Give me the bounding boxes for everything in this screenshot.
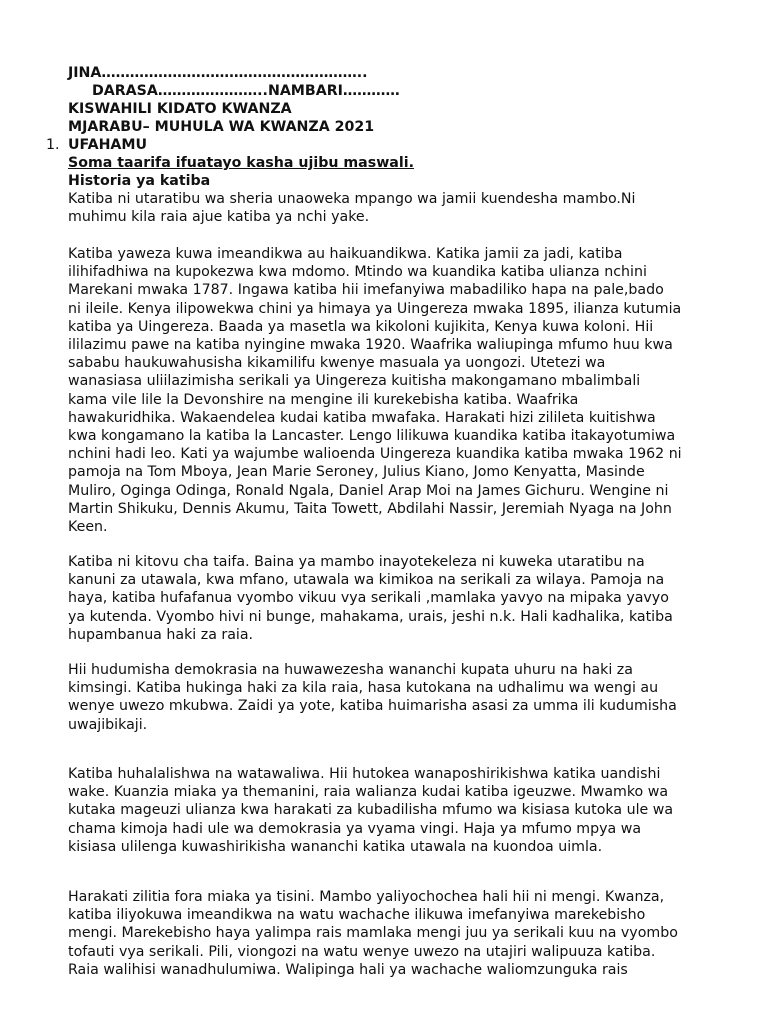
text-line: uwajibikaji. [68, 716, 148, 733]
text-line: wenye uwezo mkubwa. Zaidi ya yote, katiba huimarisha asasi za umma ili kudumisha [68, 698, 677, 715]
text-line: Katiba huhalalishwa na watawaliwa. Hii hutokea wanaposhirikishwa katika uandishi [68, 766, 661, 782]
text-line: Martin Shikuku, Dennis Akumu, Taita Towett, Abdilahi Nassir, Jeremiah Nyaga na John [68, 500, 672, 517]
text-line: chama kimoja hadi ule wa demokrasia ya vyama vingi. Haja ya mfumo mpya wa [68, 820, 642, 837]
paragraph-1 [68, 190, 728, 226]
text-line: pamoja na Tom Mboya, Jean Marie Seroney, Julius Kiano, Jomo Kenyatta, Masinde [68, 464, 645, 481]
text-line: hupambanua haki za raia. [68, 626, 254, 643]
text-line: nchini hadi leo. Kati ya wajumbe walioenda Uingereza kuandika katiba mwaka 1962 ni [68, 446, 682, 463]
text-line: sababu haukuwahusisha kikamilifu kwenye masuala ya uongozi. Utetezi wa [68, 355, 606, 372]
text-line: kama vile lile la Devonshire na mengine ili kurekebisha katiba. Waafrika [68, 391, 579, 408]
paragraph-3 [68, 553, 728, 644]
paragraph-5 [68, 765, 728, 856]
passage-title: Historia ya katiba [68, 173, 211, 189]
text-line: tofauti vya serikali. Pili, viongozi na watu wenye uwezo na utajiri walipuuza katiba. [68, 943, 656, 960]
text-line: Marekani mwaka 1787. Ingawa katiba hii imefanyiwa mabadiliko hapa na pale,bado [68, 282, 664, 299]
text-line: kanuni za utawala, kwa mfano, utawala wa kimikoa na serikali za wilaya. Pamoja na [68, 572, 665, 589]
text-line: Hii hudumisha demokrasia na huwawezesha wananchi kupata uhuru na haki za [68, 662, 633, 678]
text-line: kwa kongamano la katiba la Lancaster. Lengo lilikuwa kuandika katiba itakayotumiwa [68, 428, 676, 445]
text-line: mengi. Marekebisho haya yalimpa rais mamlaka mengi juu ya serikali kuu na vyombo [68, 925, 678, 942]
text-line: ni ileile. Kenya ilipowekwa chini ya himaya ya Uingereza mwaka 1895, ilianza kutumia [68, 300, 682, 317]
text-line: Muliro, Oginga Odinga, Ronald Ngala, Daniel Arap Moi na James Gichuru. Wengine ni [68, 482, 669, 499]
text-line: ililazimu pawe na katiba nyingine mwaka 1920. Waafrika waliupinga mfumo huu kwa [68, 337, 673, 354]
exam-heading: MJARABU– MUHULA WA KWANZA 2021 [68, 119, 375, 135]
text-line: wake. Kuanzia miaka ya themanini, raia walianza kudai katiba igeuzwe. Mwamko wa [68, 784, 669, 801]
text-line: haya, katiba hufafanua vyombo vikuu vya serikali ,mamlaka yavyo na mipaka yavyo [68, 590, 669, 607]
text-line: Keen. [68, 519, 108, 536]
class-number-field-line: DARASA…………………..NAMBARI………… [92, 83, 400, 99]
text-line: Harakati zilitia fora miaka ya tisini. Mambo yaliyochochea hali hii ni mengi. Kwanza, [68, 889, 665, 905]
name-field-line: JINA……………………………………………….. [68, 65, 368, 81]
paragraph-2 [68, 245, 728, 536]
text-line: wanasiasa uliilazimisha serikali ya Uingereza kuitisha makongamano mbalimbali [68, 373, 641, 390]
text-line: kisiasa ulilenga kuwashirikisha wananchi katika utawala na kuondoa uimla. [68, 838, 603, 855]
paragraph-4 [68, 661, 728, 734]
text-line: katiba iliyokuwa imeandikwa na watu wachache ilikuwa imefanyiwa marekebisho [68, 907, 646, 924]
section-heading: UFAHAMU [68, 137, 148, 153]
text-line: muhimu kila raia ajue katiba ya nchi yake. [68, 209, 370, 226]
instruction-text: Soma taarifa ifuatayo kasha ujibu maswali. [68, 155, 414, 171]
text-line: Katiba yaweza kuwa imeandikwa au haikuandikwa. Katika jamii za jadi, katiba [68, 246, 623, 262]
subject-heading: KISWAHILI KIDATO KWANZA [68, 101, 292, 117]
text-line: katiba ya Uingereza. Baada ya masetla wa kikoloni kujikita, Kenya kuwa koloni. Hii [68, 318, 654, 335]
text-line: Katiba ni utaratibu wa sheria unaoweka mpango wa jamii kuendesha mambo.Ni [68, 191, 636, 207]
text-line: hawakuridhika. Wakaendelea kudai katiba mwafaka. Harakati hizi zilileta kuitishwa [68, 409, 656, 426]
text-line: Raia walihisi wanadhulumiwa. Walipinga hali ya wachache waliomzunguka rais [68, 961, 628, 978]
text-line: Katiba ni kitovu cha taifa. Baina ya mambo inayotekeleza ni kuweka utaratibu na [68, 554, 645, 570]
text-line: ilihifadhiwa na kupokezwa kwa mdomo. Mtindo wa kuandika katiba ulianza nchini [68, 264, 647, 281]
text-line: kutaka mageuzi ulianza kwa harakati za kubadilisha mfumo wa kisiasa kutoka ule wa [68, 802, 674, 819]
question-number: 1. [46, 137, 60, 153]
paragraph-6 [68, 888, 728, 979]
text-line: ya kutenda. Vyombo hivi ni bunge, mahakama, urais, jeshi n.k. Hali kadhalika, katiba [68, 608, 673, 625]
text-line: kimsingi. Katiba hukinga haki za kila raia, hasa kutokana na udhalimu wa wengi au [68, 680, 659, 697]
